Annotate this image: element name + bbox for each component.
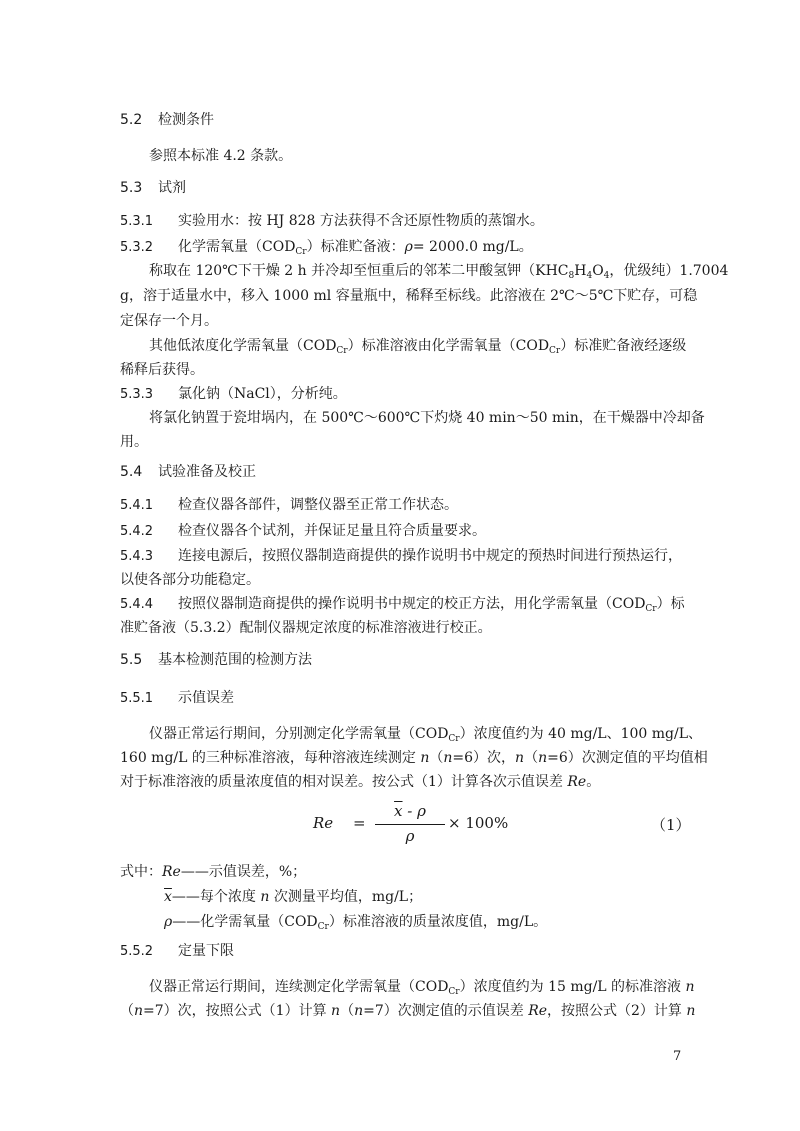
nacl-line-2: 用。: [120, 434, 148, 450]
item-5-4-3-cont: 以使各部分功能稳定。: [120, 572, 260, 588]
page-number: 7: [673, 1049, 682, 1064]
formula-multiplier: × 100%: [448, 814, 509, 832]
item-5-3-1: 5.3.1 实验用水：按 HJ 828 方法获得不含还原性物质的蒸馏水。: [120, 213, 544, 229]
item-5-4-3: 5.4.3 连接电源后，按照仪器制造商提供的操作说明书中规定的预热时间进行预热运行，: [120, 548, 682, 564]
reference-line: 参照本标准 4.2 条款。: [149, 148, 293, 164]
formula-equals: =: [353, 814, 366, 832]
para2-line-1: 仪器正常运行期间，连续测定化学需氧量$(COD_{Cr})$浓度值约为 15 mg/L 的标准溶液 n: [149, 979, 695, 997]
item-5-3-3: 5.3.3 氯化钠（NaCl），分析纯。: [120, 386, 347, 402]
weigh-line-1: 称取在 120℃下干燥 2 h 并冷却至恒重后的邻苯二甲酸氢钾（$KHC_8H_4O_4$，优级纯）1.7004: [149, 263, 729, 281]
formula-number: （1）: [651, 816, 691, 834]
weigh-line-3: 定保存一个月。: [120, 313, 218, 329]
item-5-4-1: 5.4.1 检查仪器各部件，调整仪器至正常工作状态。: [120, 497, 458, 513]
section-5-5-heading: 5.5 基本检测范围的检测方法: [120, 652, 312, 668]
section-5-5-2-heading: 5.5.2 定量下限: [120, 943, 234, 959]
nacl-line-1: 将氯化钠置于瓷坩埚内，在 500℃～600℃下灼烧 40 min～50 min，在干燥器中冷却备: [149, 410, 705, 426]
section-5-5-1-heading: 5.5.1 示值误差: [120, 690, 234, 706]
section-5-2-heading: 5.2 检测条件: [120, 112, 214, 128]
item-5-4-4-cont: 准贮备液（5.3.2）配制仪器规定浓度的标准溶液进行校正。: [120, 620, 492, 636]
para2-line-2: （n=7）次，按照公式（1）计算 n（n=7）次测定值的示值误差 Re，按照公式（2）计算 n: [120, 1003, 696, 1019]
item-5-4-4: 5.4.4 按照仪器制造商提供的操作说明书中规定的校正方法，用化学需氧量$(COD_{Cr})$标: [120, 596, 685, 614]
formula-1: [313, 802, 693, 852]
para1-line-2: 160 mg/L 的三种标准溶液，每种溶液连续测定 n（n=6）次，n（n=6）次测定值的平均值相: [120, 750, 708, 766]
where-re: 式中：Re——示值误差，%；: [120, 864, 307, 880]
fraction-bar: [375, 824, 445, 825]
where-rho: ρ——化学需氧量$(COD_{Cr})$标准溶液的质量浓度值，mg/L。: [164, 914, 548, 932]
para1-line-3: 对于标准溶液的质量浓度值的相对误差。按公式（1）计算各次示值误差 Re。: [120, 774, 601, 790]
weigh-line-2: g，溶于适量水中，移入 1000 ml 容量瓶中，稀释至标线。此溶液在 2℃～5℃下贮存，可稳: [120, 288, 698, 304]
section-5-4-heading: 5.4 试验准备及校正: [120, 464, 256, 480]
formula-denominator: ρ: [405, 827, 415, 845]
formula-lhs: Re: [313, 814, 334, 832]
formula-numerator: $\overline{x}$ - ρ: [394, 802, 426, 820]
formula-fraction: [375, 802, 445, 847]
para1-line-1: 仪器正常运行期间，分别测定化学需氧量$(COD_{Cr})$浓度值约为 40 mg/L、100 mg/L、: [149, 726, 703, 744]
where-x: $\overline{x}——$每个浓度 n 次测量平均值，mg/L；: [164, 889, 423, 905]
section-5-3-heading: 5.3 试剂: [120, 180, 186, 196]
item-5-3-2: 5.3.2 化学需氧量$(COD_{Cr})$标准贮备液：ρ= 2000.0 mg/L。: [120, 239, 533, 257]
item-5-4-2: 5.4.2 检查仪器各个试剂，并保证足量且符合质量要求。: [120, 523, 486, 539]
other-line-2: 稀释后获得。: [120, 362, 204, 378]
other-line-1: 其他低浓度化学需氧量$(COD_{Cr})$标准溶液由化学需氧量$(COD_{Cr})$标准贮备液经逐级: [149, 338, 687, 356]
